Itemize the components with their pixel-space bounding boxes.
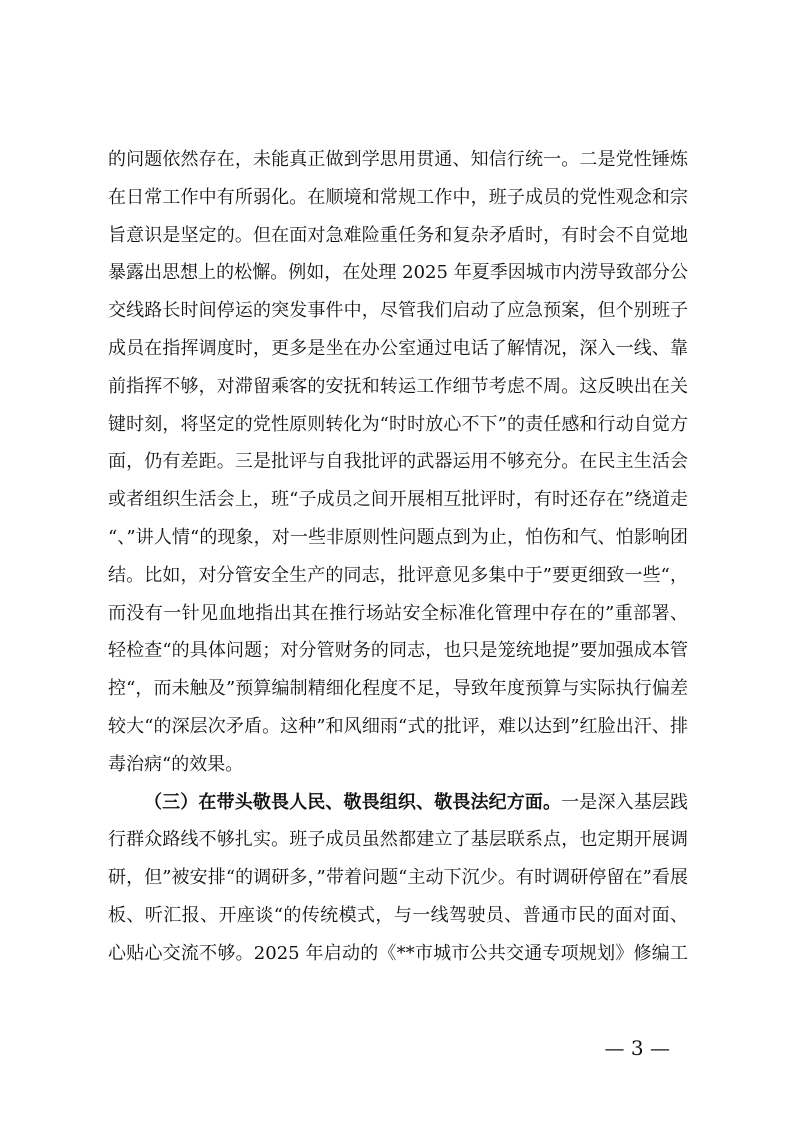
text-line: 行群众路线不够扎实。班子成员虽然都建立了基层联系点，也定期开展调 bbox=[108, 829, 688, 851]
text-line: 板、听汇报、开座谈“的传统模式，与一线驾驶员、普通市民的面对面、 bbox=[108, 904, 688, 926]
page-number: — 3 — bbox=[604, 1036, 670, 1060]
text-line: 键时刻，将坚定的党性原则转化为“时时放心不下”的责任感和行动自觉方 bbox=[108, 413, 688, 435]
text-line: 或者组织生活会上，班“子成员之间开展相互批评时，有时还存在”绕道走 bbox=[108, 489, 688, 511]
text-line: 较大“的深层次矛盾。这种”和风细雨“式的批评，难以达到”红脸出汗、排 bbox=[108, 715, 688, 737]
section-heading: （三）在带头敬畏人民、敬畏组织、敬畏法纪方面。 bbox=[144, 791, 562, 813]
text-line: 交线路长时间停运的突发事件中，尽管我们启动了应急预案，但个别班子 bbox=[108, 300, 688, 322]
text-line bbox=[108, 784, 688, 822]
text-line: 旨意识是坚定的。但在面对急难险重任务和复杂矛盾时，有时会不自觉地 bbox=[108, 224, 688, 246]
paragraph-continued bbox=[108, 141, 688, 784]
document-body bbox=[108, 141, 688, 973]
text-line: 结。比如，对分管安全生产的同志，批评意见多集中于”要更细致一些“， bbox=[108, 564, 688, 586]
text-line: 而没有一针见血地指出其在推行场站安全标准化管理中存在的”重部署、 bbox=[108, 602, 688, 624]
text-line: 研，但”被安排“的调研多，”带着问题“主动下沉少。有时调研停留在”看展 bbox=[108, 867, 688, 889]
text-line: 前指挥不够，对滞留乘客的安抚和转运工作细节考虑不周。这反映出在关 bbox=[108, 375, 688, 397]
text-line: 轻检查“的具体问题；对分管财务的同志，也只是笼统地提”要加强成本管 bbox=[108, 640, 688, 662]
text-line: 在日常工作中有所弱化。在顺境和常规工作中，班子成员的党性观念和宗 bbox=[108, 186, 688, 208]
text-line: 成员在指挥调度时，更多是坐在办公室通过电话了解情况，深入一线、靠 bbox=[108, 337, 688, 359]
paragraph-text: 一是深入基层践 bbox=[561, 791, 688, 813]
text-line: 暴露出思想上的松懈。例如，在处理 2025 年夏季因城市内涝导致部分公 bbox=[108, 262, 688, 284]
text-line: “、”讲人情“的现象，对一些非原则性问题点到为止，怕伤和气、怕影响团 bbox=[108, 526, 688, 548]
text-line: 的问题依然存在，未能真正做到学思用贯通、知信行统一。二是党性锤炼 bbox=[108, 149, 688, 170]
text-line: 控“，而未触及”预算编制精细化程度不足，导致年度预算与实际执行偏差 bbox=[108, 678, 688, 700]
paragraph-section-3 bbox=[108, 784, 688, 973]
text-line: 面，仍有差距。三是批评与自我批评的武器运用不够充分。在民主生活会 bbox=[108, 451, 688, 473]
text-line: 毒治病“的效果。 bbox=[108, 753, 244, 775]
text-line: 心贴心交流不够。2025 年启动的《**市城市公共交通专项规划》修编工 bbox=[108, 942, 688, 964]
